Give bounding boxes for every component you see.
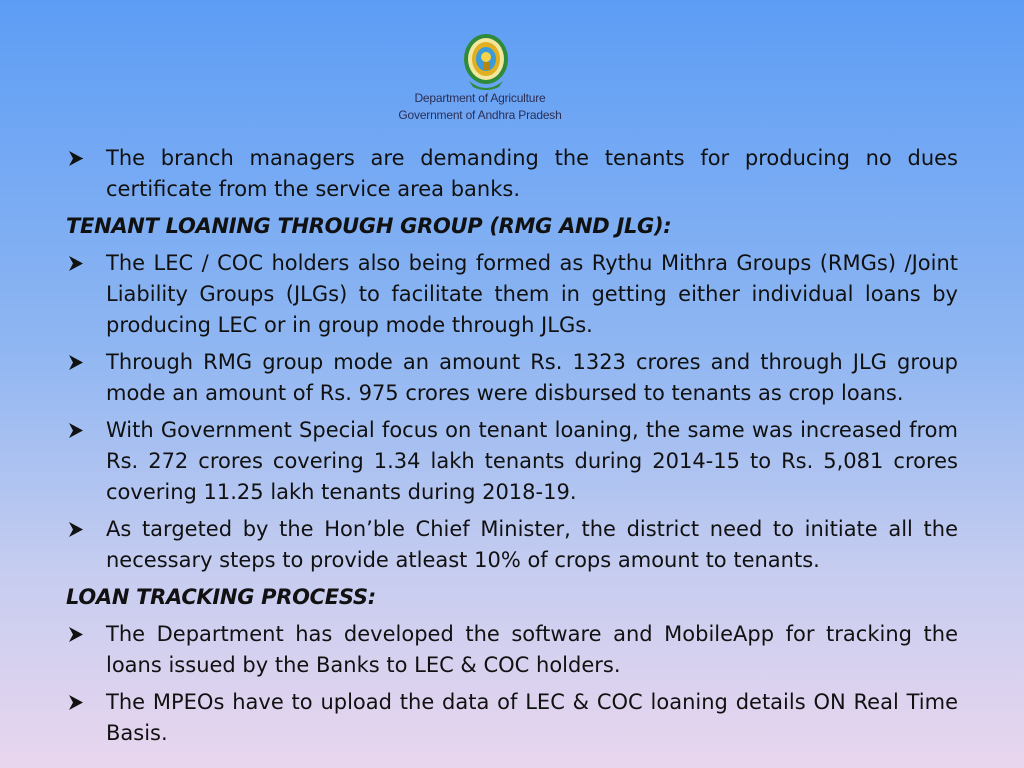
arrow-bullet-icon bbox=[66, 143, 88, 174]
bullet-item bbox=[66, 415, 958, 508]
section-heading-tenant-loaning: TENANT LOANING THROUGH GROUP (RMG AND JLG): bbox=[66, 214, 672, 238]
arrow-bullet-icon bbox=[66, 687, 88, 718]
arrow-bullet-icon bbox=[66, 619, 88, 650]
slide-content bbox=[66, 143, 958, 755]
header-logo-block bbox=[380, 30, 580, 125]
arrow-bullet-icon bbox=[66, 248, 88, 279]
bullet-text: With Government Special focus on tenant loaning, the same was increased from Rs. 272 crores covering 1.34 lakh tenants during 2014-15 to Rs. 5,081 crores covering 11.25 lakh tenants during 2018-19. bbox=[106, 418, 958, 504]
bullet-text: As targeted by the Hon’ble Chief Minister, the district need to initiate all the necessary steps to provide atleast 10% of crops amount to tenants. bbox=[106, 517, 958, 572]
bullet-item bbox=[66, 687, 958, 749]
bullet-text: Through RMG group mode an amount Rs. 1323 crores and through JLG group mode an amount of Rs. 975 crores were disbursed to tenants as crop loans. bbox=[106, 350, 958, 405]
bullet-item bbox=[66, 347, 958, 409]
government-name: Government of Andhra Pradesh bbox=[398, 108, 562, 122]
department-name: Department of Agriculture bbox=[414, 91, 546, 105]
bullet-text: The MPEOs have to upload the data of LEC & COC loaning details ON Real Time Basis. bbox=[106, 690, 958, 745]
andhra-pradesh-emblem-icon bbox=[463, 33, 509, 93]
bullet-item bbox=[66, 143, 958, 205]
bullet-item bbox=[66, 248, 958, 341]
arrow-bullet-icon bbox=[66, 415, 88, 446]
bullet-text: The branch managers are demanding the tenants for producing no dues certificate from the service area banks. bbox=[106, 146, 958, 201]
bullet-item bbox=[66, 514, 958, 576]
bullet-text: The Department has developed the software and MobileApp for tracking the loans issued by the Banks to LEC & COC holders. bbox=[106, 622, 958, 677]
bullet-item bbox=[66, 619, 958, 681]
section-heading-loan-tracking: LOAN TRACKING PROCESS: bbox=[66, 585, 376, 609]
bullet-text: The LEC / COC holders also being formed as Rythu Mithra Groups (RMGs) /Joint Liability Groups (JLGs) to facilitate them in getting either individual loans by producing LEC or in group mode through JLGs. bbox=[106, 251, 958, 337]
arrow-bullet-icon bbox=[66, 514, 88, 545]
arrow-bullet-icon bbox=[66, 347, 88, 378]
